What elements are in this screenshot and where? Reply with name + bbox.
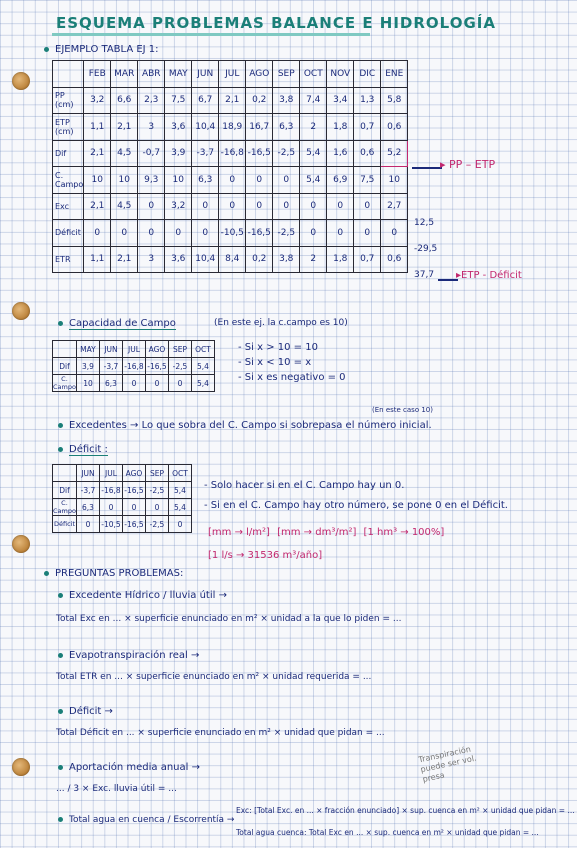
arrow-right-icon: ▸ — [440, 158, 446, 171]
deficit-heading-row — [58, 444, 108, 455]
table-cell: 2,3 — [138, 87, 165, 114]
table-cell: -16,5 — [246, 220, 273, 247]
table-cell: 1,8 — [327, 246, 354, 273]
table-cell: 0 — [168, 516, 191, 533]
binder-hole — [12, 72, 30, 90]
row-label: C. Campo — [53, 499, 76, 515]
capacidad-rules — [238, 340, 346, 385]
pregunta-title: Aportación media anual → — [69, 762, 200, 773]
table-cell: 5,8 — [381, 87, 408, 114]
table-cell: 7,5 — [165, 87, 192, 114]
row-label: C. Campo — [53, 375, 76, 391]
pregunta-formula: Total Déficit en ... × superficie enunciado en m² × unidad que pidan = ... — [56, 728, 385, 738]
table-cell: 2,1 — [111, 246, 138, 273]
conversion: [1 hm³ → 100%] — [363, 527, 445, 538]
table-cell: 3,6 — [165, 114, 192, 141]
capacidad-heading: Capacidad de Campo — [69, 318, 176, 329]
row-label: Déficit — [53, 516, 77, 533]
table-cell: 2,1 — [111, 114, 138, 141]
bullet-icon — [58, 765, 63, 770]
table-cell: -10,5 — [219, 220, 246, 247]
pregunta-title: Excedente Hídrico / lluvia útil → — [69, 590, 227, 601]
table-cell: 0 — [138, 220, 165, 247]
table-cell: 2,7 — [381, 193, 408, 220]
table-cell: 0 — [76, 516, 99, 533]
month-header: OCT — [168, 465, 191, 482]
table-cell: -2,5 — [273, 140, 300, 167]
table-cell: 5,4 — [168, 499, 191, 516]
table-header-row — [53, 61, 408, 88]
bullet-icon — [58, 593, 63, 598]
etr-total: 37,7 — [414, 270, 435, 280]
row-label: ETP (cm) — [53, 114, 84, 141]
month-header: JUL — [122, 341, 145, 358]
month-header: MAY — [76, 341, 99, 358]
table-cell: 18,9 — [219, 114, 246, 141]
row-label: PP (cm) — [53, 87, 84, 114]
table-cell: 0,7 — [354, 114, 381, 141]
table-cell: 0,6 — [381, 246, 408, 273]
table-cell: 3,8 — [273, 87, 300, 114]
table-cell: -16,8 — [122, 358, 145, 375]
pregunta-formula: ... / 3 × Exc. lluvia útil = ... — [56, 784, 177, 794]
month-header: NOV — [327, 61, 354, 88]
table-cell: 5,4 — [300, 140, 327, 167]
table-cell: 6,9 — [327, 167, 354, 194]
table-cell: 0,6 — [354, 140, 381, 167]
table-row — [53, 375, 215, 392]
note-dif-text: PP – ETP — [449, 158, 496, 171]
table-cell: 0 — [354, 220, 381, 247]
title-underline — [52, 33, 370, 36]
corner-cell — [53, 341, 77, 358]
table-cell: 9,3 — [138, 167, 165, 194]
table-cell: 0 — [192, 193, 219, 220]
pregunta-title: Total agua en cuenca / Escorrentía → — [69, 815, 235, 825]
deficit-notes — [204, 476, 508, 516]
table-cell: 2,1 — [84, 140, 111, 167]
table-row — [53, 358, 215, 375]
table-row — [53, 246, 408, 273]
table-cell: -16,8 — [219, 140, 246, 167]
example-label-row — [44, 44, 159, 55]
table-cell: 6,3 — [273, 114, 300, 141]
month-header: JUL — [99, 465, 122, 482]
table-cell: 0 — [300, 220, 327, 247]
conversions-row-1 — [208, 527, 444, 538]
rule-line: - Si x > 10 = 10 — [238, 342, 318, 353]
table-cell: 0 — [145, 375, 168, 392]
pregunta-formula: Exc: [Total Exc. en ... × fracción enunciado] × sup. cuenca en m² × unidad que pidan = ... — [236, 806, 575, 815]
table-cell: -3,7 — [99, 358, 122, 375]
table-cell: 0 — [219, 193, 246, 220]
month-header: JUN — [99, 341, 122, 358]
month-header: OCT — [191, 341, 214, 358]
conversion: [mm → l/m²] — [208, 527, 270, 538]
table-cell: 0 — [145, 499, 168, 516]
row-label: ETR — [53, 246, 84, 273]
month-header: AGO — [246, 61, 273, 88]
table-cell: 3,9 — [165, 140, 192, 167]
table-row — [53, 167, 408, 194]
row-label: C. Campo — [53, 167, 84, 194]
bullet-icon — [44, 571, 49, 576]
table-cell: 0,2 — [246, 246, 273, 273]
table-cell: -2,5 — [145, 482, 168, 499]
row-label: Dif — [53, 358, 77, 375]
corner-cell — [53, 465, 77, 482]
table-row — [53, 482, 192, 499]
excedentes-aside: (En este caso 10) — [372, 406, 433, 414]
deficit-table — [52, 464, 192, 533]
table-cell: 1,1 — [84, 246, 111, 273]
note-etr — [456, 270, 522, 281]
table-cell: 3 — [138, 246, 165, 273]
table-cell: 10,4 — [192, 114, 219, 141]
table-cell: 5,4 — [191, 375, 214, 392]
table-cell: 0 — [122, 375, 145, 392]
row-label: Dif — [53, 482, 77, 499]
table-cell: 0 — [273, 167, 300, 194]
table-cell: 3,9 — [76, 358, 99, 375]
table-cell: 0 — [246, 167, 273, 194]
month-header: SEP — [168, 341, 191, 358]
rule-line: - Si x < 10 = x — [238, 357, 312, 368]
table-row — [53, 114, 408, 141]
pregunta-title-row — [58, 650, 199, 661]
month-header: ABR — [138, 61, 165, 88]
table-cell: 10 — [165, 167, 192, 194]
table-cell: -0,7 — [138, 140, 165, 167]
capacidad-table — [52, 340, 215, 392]
table-row — [53, 87, 408, 114]
month-header: JUN — [192, 61, 219, 88]
bullet-icon — [58, 709, 63, 714]
pregunta-title: Déficit → — [69, 706, 113, 717]
bullet-icon — [58, 817, 63, 822]
table-cell: -16,5 — [145, 358, 168, 375]
margin-note: Transpiración puede ser vol. presa — [417, 744, 478, 784]
capacidad-heading-row — [58, 318, 176, 329]
month-header: FEB — [84, 61, 111, 88]
table-cell: -2,5 — [145, 516, 168, 533]
conversions-row-2 — [208, 550, 322, 561]
table-cell: 6,3 — [192, 167, 219, 194]
table-cell: 7,4 — [300, 87, 327, 114]
pregunta-title-row — [58, 762, 200, 773]
table-cell: -3,7 — [76, 482, 99, 499]
table-cell: 0 — [327, 193, 354, 220]
table-cell: 2,1 — [219, 87, 246, 114]
table-cell: 6,3 — [76, 499, 99, 516]
table-cell: -16,5 — [246, 140, 273, 167]
pregunta-title: Evapotranspiración real → — [69, 650, 200, 661]
month-header: ENE — [381, 61, 408, 88]
table-cell: 0 — [327, 220, 354, 247]
table-cell: 2 — [300, 114, 327, 141]
table-cell: 0 — [192, 220, 219, 247]
table-cell: 0 — [381, 220, 408, 247]
pregunta-title-row — [58, 815, 234, 825]
month-header: JUL — [219, 61, 246, 88]
table-cell: 2 — [300, 246, 327, 273]
deficit-heading: Déficit : — [69, 444, 108, 455]
note-dif — [440, 158, 495, 171]
table-cell: 0,7 — [354, 246, 381, 273]
table-row — [53, 499, 192, 516]
table-row — [53, 220, 408, 247]
table-cell: 3,4 — [327, 87, 354, 114]
table-cell: 3,2 — [165, 193, 192, 220]
pregunta-formula: Total ETR en ... × superficie enunciado en m² × unidad requerida = ... — [56, 672, 372, 682]
table-row — [53, 516, 192, 533]
main-table — [52, 60, 408, 273]
table-cell: 0 — [138, 193, 165, 220]
binder-hole — [12, 302, 30, 320]
table-cell: -16,8 — [99, 482, 122, 499]
table-cell: 0,2 — [246, 87, 273, 114]
table-cell: 0 — [273, 193, 300, 220]
table-cell: 2,1 — [84, 193, 111, 220]
table-cell: 5,4 — [168, 482, 191, 499]
bullet-icon — [58, 447, 63, 452]
table-cell: -2,5 — [168, 358, 191, 375]
table-cell: -2,5 — [273, 220, 300, 247]
table-cell: 3,6 — [165, 246, 192, 273]
row-label: Exc — [53, 193, 84, 220]
pregunta-title-row — [58, 706, 113, 717]
arrow-line — [438, 279, 458, 281]
month-header: AGO — [122, 465, 145, 482]
bullet-icon — [44, 47, 49, 52]
note-line: - Si en el C. Campo hay otro número, se pone 0 en el Déficit. — [204, 500, 508, 511]
example-label: EJEMPLO TABLA EJ 1: — [55, 44, 159, 55]
binder-hole — [12, 758, 30, 776]
row-label: Déficit — [53, 220, 84, 247]
row-label: Dif — [53, 140, 84, 167]
table-cell: 10 — [381, 167, 408, 194]
table-cell: 3,2 — [84, 87, 111, 114]
table-row — [53, 140, 408, 167]
page-title: ESQUEMA PROBLEMAS BALANCE E HIDROLOGÍA — [56, 14, 496, 32]
table-cell: 4,5 — [111, 140, 138, 167]
preguntas-heading: PREGUNTAS PROBLEMAS: — [55, 568, 184, 579]
table-cell: 0 — [165, 220, 192, 247]
month-header: JUN — [76, 465, 99, 482]
month-header: SEP — [273, 61, 300, 88]
table-cell: 0 — [246, 193, 273, 220]
table-header-row — [53, 465, 192, 482]
rule-line: - Si x es negativo = 0 — [238, 372, 346, 383]
pregunta-title-row — [58, 590, 227, 601]
table-cell: 0 — [122, 499, 145, 516]
pregunta-formula-extra: Total agua cuenca: Total Exc en ... × sup. cuenca en m² × unidad que pidan = ... — [236, 828, 539, 837]
month-header: MAY — [165, 61, 192, 88]
table-cell: -3,7 — [192, 140, 219, 167]
month-header: SEP — [145, 465, 168, 482]
table-cell: 0 — [300, 193, 327, 220]
table-row — [53, 193, 408, 220]
table-cell: 16,7 — [246, 114, 273, 141]
table-cell: 1,6 — [327, 140, 354, 167]
exc-total: 12,5 — [414, 218, 435, 228]
table-cell: 1,1 — [84, 114, 111, 141]
excedentes-text: Excedentes → Lo que sobra del C. Campo si sobrepasa el número inicial. — [69, 420, 432, 431]
table-cell: 1,3 — [354, 87, 381, 114]
excedentes-row — [58, 420, 432, 431]
table-cell: 0 — [219, 167, 246, 194]
table-cell: 6,7 — [192, 87, 219, 114]
table-cell: 0 — [354, 193, 381, 220]
table-cell: -16,5 — [122, 516, 145, 533]
conversion: [1 l/s → 31536 m³/año] — [208, 550, 323, 561]
table-cell: 0 — [84, 220, 111, 247]
table-cell: 10 — [111, 167, 138, 194]
table-header-row — [53, 341, 215, 358]
table-cell: 10 — [84, 167, 111, 194]
note-line: - Solo hacer si en el C. Campo hay un 0. — [204, 480, 405, 491]
month-header: MAR — [111, 61, 138, 88]
bullet-icon — [58, 423, 63, 428]
table-cell: 6,3 — [99, 375, 122, 392]
table-cell: 0 — [99, 499, 122, 516]
table-cell: -10,5 — [99, 516, 122, 533]
table-cell: 5,4 — [191, 358, 214, 375]
table-cell: 3,8 — [273, 246, 300, 273]
note-etr-text: ETP - Déficit — [461, 270, 522, 281]
table-cell: 0,6 — [381, 114, 408, 141]
arrow-right-icon: ▸ — [456, 270, 462, 281]
table-cell: 10,4 — [192, 246, 219, 273]
table-cell: 5,2 — [381, 140, 408, 167]
binder-hole — [12, 535, 30, 553]
capacidad-aside: (En este ej. la c.campo es 10) — [214, 318, 348, 328]
table-cell: 3 — [138, 114, 165, 141]
pregunta-formula: Total Exc en ... × superficie enunciado en m² × unidad a la que lo piden = ... — [56, 614, 402, 624]
preguntas-heading-row — [44, 568, 183, 579]
table-cell: 1,8 — [327, 114, 354, 141]
corner-cell — [53, 61, 84, 88]
month-header: AGO — [145, 341, 168, 358]
table-cell: 7,5 — [354, 167, 381, 194]
month-header: OCT — [300, 61, 327, 88]
table-cell: 10 — [76, 375, 99, 392]
arrow-line — [412, 167, 442, 169]
deficit-total: -29,5 — [414, 244, 438, 254]
table-cell: -16,5 — [122, 482, 145, 499]
bullet-icon — [58, 653, 63, 658]
table-cell: 4,5 — [111, 193, 138, 220]
table-cell: 5,4 — [300, 167, 327, 194]
table-cell: 8,4 — [219, 246, 246, 273]
table-cell: 0 — [111, 220, 138, 247]
conversion: [mm → dm³/m²] — [277, 527, 357, 538]
table-cell: 0 — [168, 375, 191, 392]
bullet-icon — [58, 321, 63, 326]
month-header: DIC — [354, 61, 381, 88]
table-cell: 6,6 — [111, 87, 138, 114]
